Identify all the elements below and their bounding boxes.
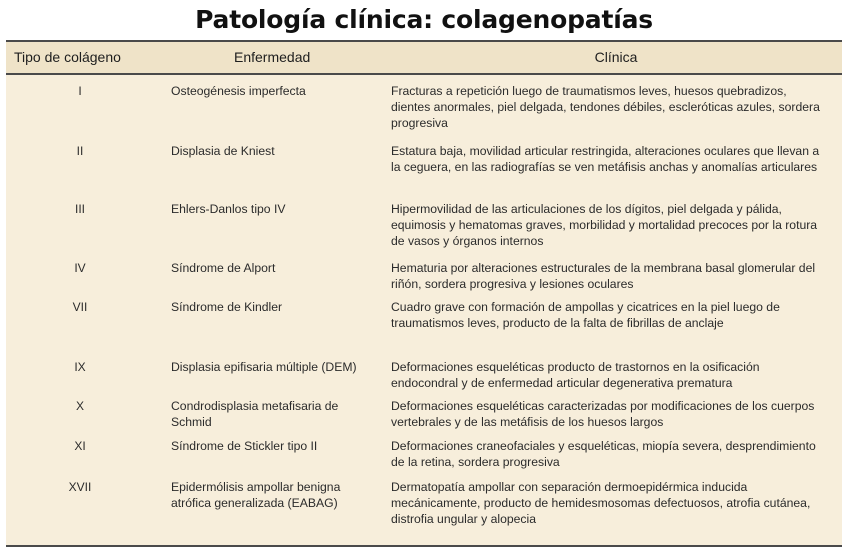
collagen-type-cell: XI bbox=[74, 439, 86, 453]
clinic-cell: Deformaciones craneofaciales y esqueléticas, miopía severa, desprendimiento de la retina, sordera progresiva bbox=[391, 439, 816, 469]
collagen-type-cell: IV bbox=[74, 261, 86, 275]
collagen-type-cell: II bbox=[76, 144, 84, 158]
collagenopathy-table bbox=[6, 40, 842, 547]
disease-cell: Condrodisplasia metafisaria de Schmid bbox=[171, 399, 339, 429]
header-clinic: Clínica bbox=[594, 49, 638, 65]
disease-cell: Ehlers-Danlos tipo IV bbox=[171, 202, 286, 216]
collagen-type-cell: VII bbox=[72, 300, 88, 314]
disease-cell: Displasia de Kniest bbox=[171, 144, 275, 158]
collagen-type-cell: III bbox=[74, 202, 85, 216]
table-bottom-rule bbox=[6, 545, 842, 547]
clinic-cell: Hipermovilidad de las articulaciones de los dígitos, piel delgada y pálida, equimosis y hematomas graves, morbilidad y mortalidad precoces por la rotura de vasos y órganos internos bbox=[391, 202, 818, 248]
clinic-cell: Deformaciones esqueléticas producto de trastornos en la osificación endocondral y de enfermedad articular degenerativa prematura bbox=[391, 360, 760, 390]
header-collagen-type: Tipo de colágeno bbox=[14, 49, 121, 65]
clinic-cell: Dermatopatía ampollar con separación dermoepidérmica inducida mecánicamente, producto de hemidesmosomas defectuosos, atrofia cutánea, distrofia ungular y alopecia bbox=[391, 480, 811, 526]
header-disease: Enfermedad bbox=[234, 49, 311, 65]
disease-cell: Síndrome de Kindler bbox=[171, 300, 283, 314]
collagen-type-cell: XVII bbox=[68, 480, 92, 494]
clinic-cell: Cuadro grave con formación de ampollas y cicatrices en la piel luego de traumatismos leves, producto de la falta de fibrillas de anclaje bbox=[391, 300, 780, 330]
disease-cell: Epidermólisis ampollar benigna atrófica generalizada (EABAG) bbox=[171, 480, 341, 510]
collagen-type-cell: I bbox=[78, 84, 82, 98]
disease-cell: Osteogénesis imperfecta bbox=[171, 84, 306, 98]
collagen-type-cell: IX bbox=[74, 360, 86, 374]
disease-cell: Displasia epifisaria múltiple (DEM) bbox=[171, 360, 357, 374]
table-header-rule bbox=[6, 73, 842, 75]
collagen-type-cell: X bbox=[75, 399, 84, 413]
page-title: Patología clínica: colagenopatías bbox=[195, 5, 653, 34]
clinic-cell: Estatura baja, movilidad articular restringida, alteraciones oculares que llevan a la ceguera, en las radiografías se ven metáfisis anchas y anomalías articulares bbox=[391, 144, 820, 174]
clinic-cell: Deformaciones esqueléticas caracterizadas por modificaciones de los cuerpos vertebrales y de las metáfisis de los huesos largos bbox=[391, 399, 815, 429]
disease-cell: Síndrome de Stickler tipo II bbox=[171, 439, 318, 453]
clinic-cell: Hematuria por alteraciones estructurales de la membrana basal glomerular del riñón, sordera progresiva y lesiones oculares bbox=[391, 261, 816, 291]
table-header-row bbox=[6, 42, 842, 73]
clinic-cell: Fracturas a repetición luego de traumatismos leves, huesos quebradizos, dientes anormales, piel delgada, tendones débiles, escleróticas azules, sordera progresiva bbox=[391, 84, 820, 130]
disease-cell: Síndrome de Alport bbox=[171, 261, 276, 275]
